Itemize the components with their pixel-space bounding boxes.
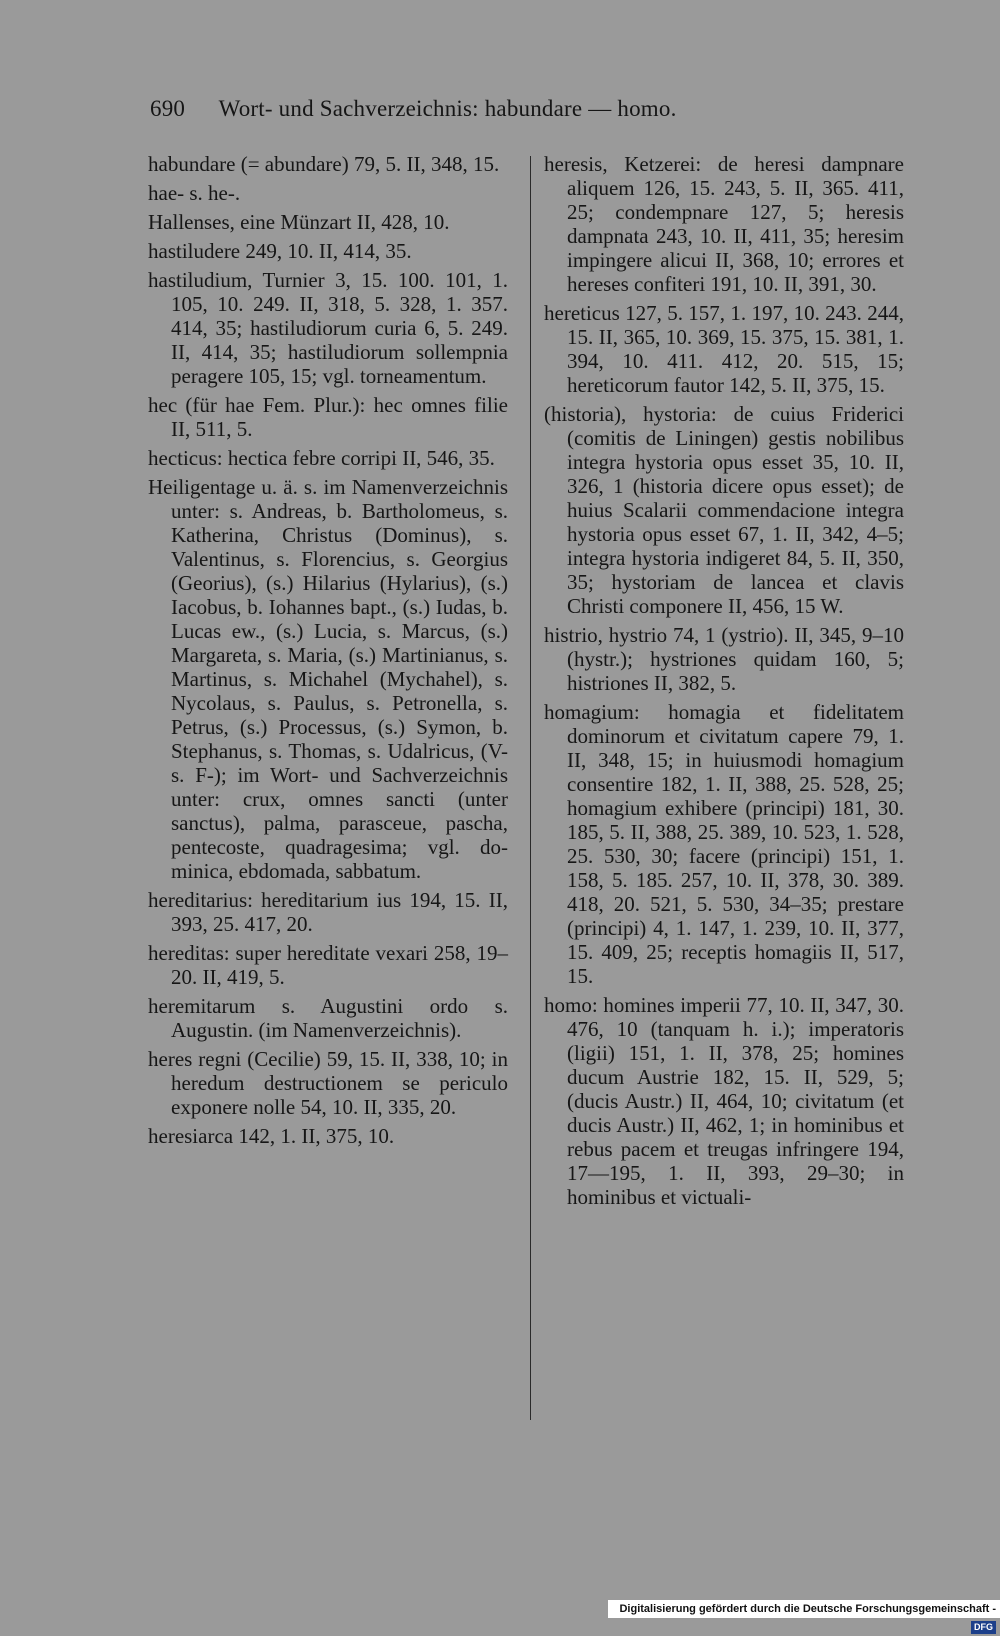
index-entry: homo: homines imperii 77, 10. II, 347, 30. 476, 10 (tanquam h. i.); imperatoris (ligii) 151, 1. II, 378, 25; homines ducum Austrie 182, 15. II, 529, 5; (ducis Austr.) II, 464, 10; civitatum (et ducis Austr.) II, 462, 1; in hominibus et rebus pacem et treugas infringere 194, 17—195, 1. II, 393, 29–30; in hominibus et victuali-: [544, 993, 904, 1209]
running-title: Wort- und Sachverzeichnis: habundare — homo.: [218, 96, 677, 121]
index-entry: hastiludere 249, 10. II, 414, 35.: [148, 239, 412, 263]
index-entry: hecticus: hectica febre corripi II, 546, 35.: [148, 446, 495, 470]
index-entry: hec (für hae Fem. Plur.): hec omnes filie II, 511, 5.: [148, 393, 508, 441]
index-entry: (historia), hystoria: de cuius Friderici (comitis de Liningen) gestis nobilibus integra hystoria opus esset 35, 10. II, 326, 1 (historia dicere opus esset); de huius Scalarii commendacione integra hystoria opus esset 67, 1. II, 342, 4–5; integra hystoria indigeret 84, 5. II, 350, 35; hystoriam de lancea et clavis Christi componere II, 456, 15 W.: [544, 402, 904, 618]
left-column: [148, 152, 508, 1153]
index-entry: heresiarca 142, 1. II, 375, 10.: [148, 1124, 395, 1148]
index-entry: hastiludium, Turnier 3, 15. 100. 101, 1. 105, 10. 249. II, 318, 5. 328, 1. 357. 414, 35; hastiludiorum curia 6, 5. 249. II, 414, 35; hastiludiorum sollempnia peragere 105, 15; vgl. torneamentum.: [148, 268, 508, 388]
column-divider: [530, 156, 531, 1420]
dfg-logo: DFG: [971, 1621, 996, 1634]
page-number: 690: [150, 96, 186, 121]
index-entry: heresis, Ketzerei: de heresi dampnare aliquem 126, 15. 243, 5. II, 365. 411, 25; condempnare 127, 5; heresis dampnata 243, 10. II, 411, 35; heresim impingere alicui II, 368, 10; errores et hereses confiteri 191, 10. II, 391, 30.: [544, 152, 904, 296]
index-entry: habundare (= abundare) 79, 5. II, 348, 15.: [148, 152, 500, 176]
index-entry: homagium: homagia et fidelitatem dominorum et civitatum capere 79, 1. II, 348, 15; in huiusmodi homagium consentire 182, 1. II, 388, 25. 528, 25; homagium exhibere (principi) 181, 30. 185, 5. II, 388, 25. 389, 10. 523, 1. 528, 25. 530, 30; facere (principi) 151, 1. 158, 5. 185. 257, 10. II, 378, 30. 389. 418, 20. 521, 5. 530, 34–35; prestare (principi) 4, 1. 147, 1. 239, 10. II, 377, 15. 409, 25; receptis homagiis II, 517, 15.: [544, 700, 904, 988]
footer-text: Digitalisierung gefördert durch die Deutsche Forschungsgemeinschaft -: [619, 1603, 996, 1615]
index-entry: hae- s. he-.: [148, 181, 241, 205]
right-column: [544, 152, 904, 1214]
index-entry: Heiligentage u. ä. s. im Namenverzeichnis unter: s. Andreas, b. Bartholomeus, s. Katherina, Christus (Dominus), s. Valentinus, s. Florencius, s. Georgius (Georius), (s.) Hilarius (Hylarius), (s.) Iacobus, b. Iohannes bapt., (s.) Iudas, b. Lucas ew., (s.) Lucia, s. Marcus, (s.) Margareta, s. Maria, (s.) Martinianus, s. Martinus, s. Michahel (Mychahel), s. Nycolaus, s. Paulus, s. Petronella, s. Petrus, (s.) Processus, (s.) Symon, b. Stephanus, s. Thomas, s. Udalricus, (V- s. F-); im Wort- und Sachverzeichnis unter: crux, omnes sancti (unter sanctus), palma, parasceue, pascha, pentecoste, quadragesima; vgl. dominica, ebdomada, sabbatum.: [148, 475, 508, 883]
index-entry: heremitarum s. Augustini ordo s. Augustin. (im Namenverzeichnis).: [148, 994, 508, 1042]
funding-footer: [608, 1600, 1000, 1632]
index-entry: histrio, hystrio 74, 1 (ystrio). II, 345, 9–10 (hystr.); hystriones quidam 160, 5; histriones II, 382, 5.: [544, 623, 904, 695]
index-entry: Hallenses, eine Münzart II, 428, 10.: [148, 210, 450, 234]
index-entry: hereticus 127, 5. 157, 1. 197, 10. 243. 244, 15. II, 365, 10. 369, 15. 375, 15. 381, 1. 394, 10. 411. 412, 20. 515, 15; hereticorum fautor 142, 5. II, 375, 15.: [544, 301, 904, 397]
page-header: [150, 96, 790, 122]
index-entry: hereditarius: hereditarium ius 194, 15. II, 393, 25. 417, 20.: [148, 888, 508, 936]
index-entry: heres regni (Cecilie) 59, 15. II, 338, 10; in heredum destructionem se periculo exponere nolle 54, 10. II, 335, 20.: [148, 1047, 508, 1119]
index-entry: hereditas: super hereditate vexari 258, 19–20. II, 419, 5.: [148, 941, 508, 989]
